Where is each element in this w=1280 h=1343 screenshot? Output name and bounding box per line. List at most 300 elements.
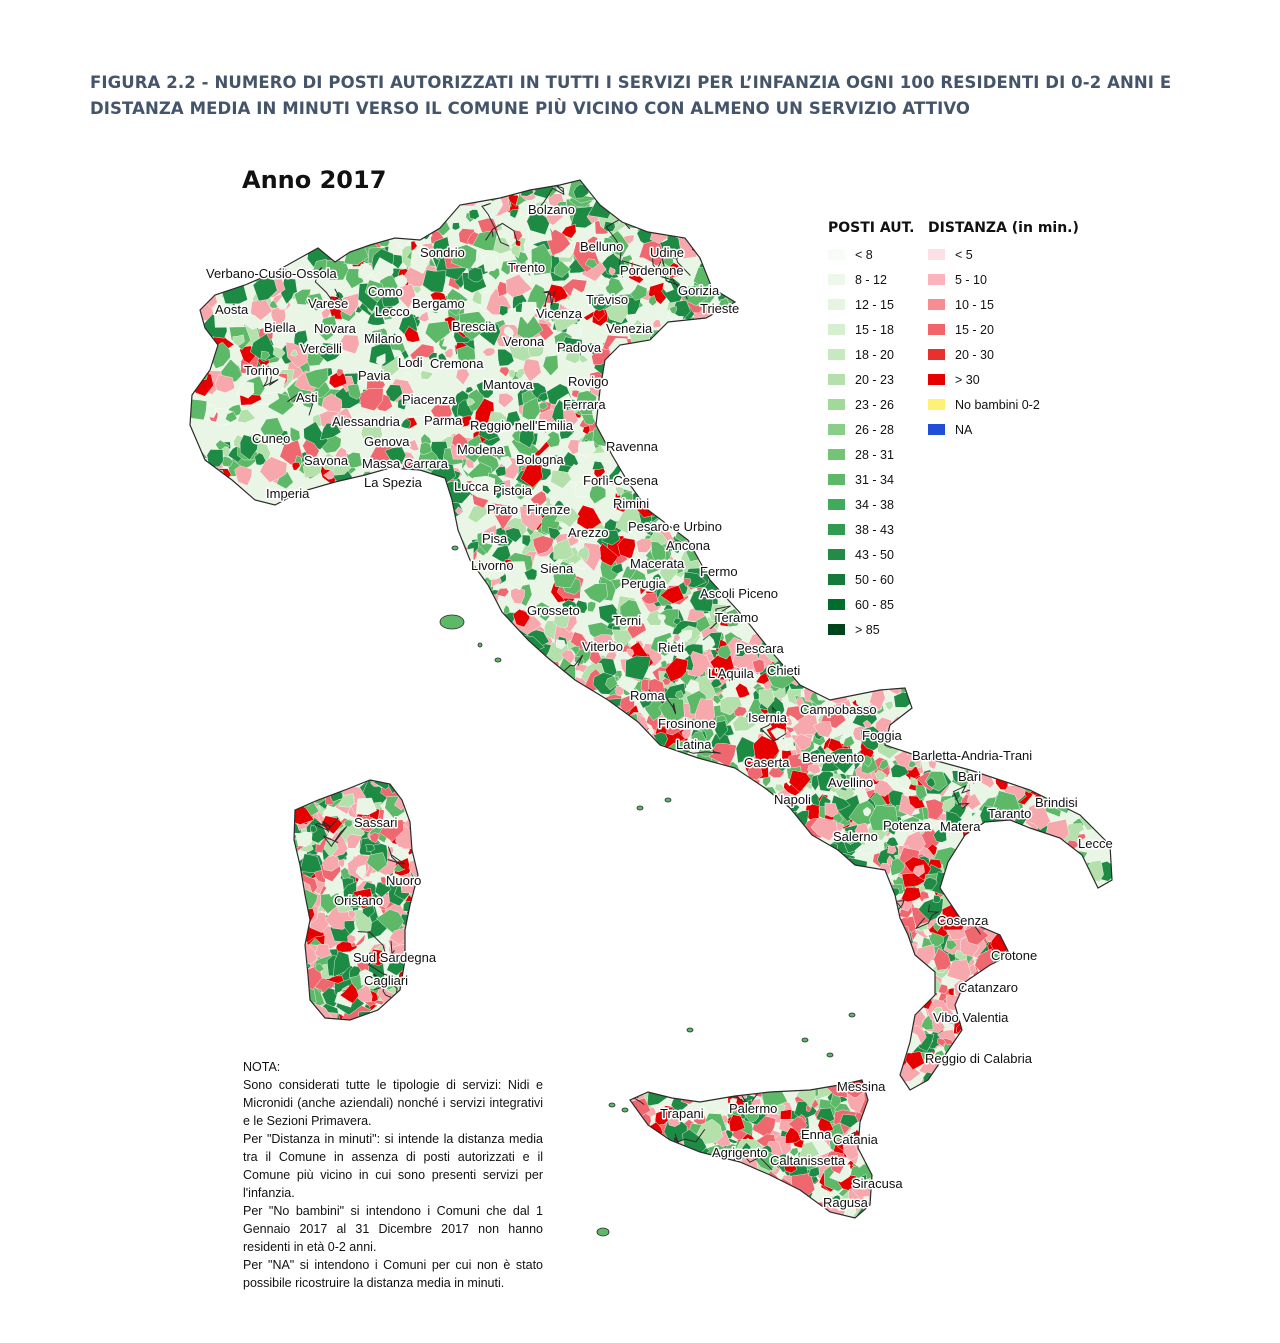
province-boundary [642,1140,666,1162]
province-label: Pistoia [493,483,533,498]
municipality-patch [992,842,1014,872]
municipality-patch [413,779,420,788]
municipality-patch [661,818,677,832]
province-boundary [892,1033,905,1055]
municipality-patch [808,1072,821,1085]
small-island [687,1028,693,1032]
municipality-patch [808,847,829,868]
province-label: Avellino [828,775,874,790]
municipality-patch [735,546,753,566]
municipality-patch [670,370,686,385]
municipality-patch [1022,847,1044,871]
province-boundary [631,200,645,222]
municipality-patch [742,1212,758,1236]
municipality-patch [780,1204,803,1225]
municipality-patch [402,778,420,795]
municipality-patch [818,646,828,656]
municipality-patch [785,540,796,550]
municipality-patch [787,516,795,526]
municipality-patch [518,690,532,702]
municipality-patch [962,900,972,910]
municipality-patch [907,648,922,665]
municipality-patch [744,1192,752,1199]
legend-swatch [928,299,945,310]
municipality-patch [874,998,894,1029]
municipality-patch [700,499,717,521]
municipality-patch [648,788,670,807]
municipality-patch [1074,766,1094,785]
municipality-patch [640,347,650,357]
legend-label: 60 - 85 [855,597,894,612]
municipality-patch [776,1070,785,1080]
province-boundary [756,1208,781,1249]
municipality-patch [402,213,415,222]
municipality-patch [651,800,670,820]
municipality-patch [671,429,681,441]
municipality-patch [727,412,743,429]
municipality-patch [970,849,991,874]
municipality-patch [232,189,254,213]
municipality-patch [743,1206,752,1216]
municipality-patch [681,475,703,495]
province-label: Vicenza [536,306,583,321]
municipality-patch [259,240,287,264]
municipality-patch [676,1070,690,1084]
municipality-patch [635,1158,647,1173]
municipality-patch [245,231,267,252]
municipality-patch [888,960,899,970]
municipality-patch [1059,853,1071,865]
municipality-patch [667,1164,682,1176]
municipality-patch [985,1084,1005,1103]
legend-swatch [928,424,945,435]
municipality-patch [300,779,315,792]
municipality-patch [692,452,703,462]
municipality-patch [970,1080,991,1103]
municipality-patch [1089,798,1101,809]
municipality-patch [1051,776,1063,790]
municipality-patch [817,1212,828,1221]
municipality-patch [620,1159,649,1178]
municipality-patch [207,450,223,468]
municipality-patch [662,804,669,816]
municipality-patch [236,183,246,194]
municipality-patch [783,467,806,487]
municipality-patch [969,875,974,883]
municipality-patch [702,223,716,236]
municipality-patch [669,330,684,347]
municipality-patch [809,642,830,662]
municipality-patch [327,227,351,252]
legend-label: 10 - 15 [955,297,994,312]
municipality-patch [677,1177,706,1207]
municipality-patch [626,1166,643,1180]
municipality-patch [759,466,771,480]
municipality-patch [492,653,512,679]
municipality-patch [651,330,666,348]
municipality-patch [948,867,963,883]
province-label: Enna [801,1127,832,1142]
municipality-patch [494,174,506,188]
municipality-patch [399,215,426,239]
province-label: Vibo Valentia [933,1010,1009,1025]
municipality-patch [664,483,671,490]
municipality-patch [540,688,556,701]
municipality-patch [661,807,672,818]
municipality-patch [672,331,700,359]
municipality-patch [923,975,936,985]
municipality-patch [1003,864,1023,884]
municipality-patch [966,1074,989,1090]
municipality-patch [1097,781,1118,801]
municipality-patch [412,989,428,1004]
province-label: Livorno [471,558,514,573]
legend-swatch [828,624,845,635]
note-paragraph: Sono considerati tutte le tipologie di servizi: Nidi e Micronidi (anche aziendali) nonché i servizi integrativi e le Sezioni Primavera. [243,1078,543,1128]
municipality-patch [698,806,709,815]
municipality-patch [760,609,790,634]
municipality-patch [662,375,679,390]
municipality-patch [184,263,194,276]
municipality-patch [747,504,757,516]
municipality-patch [603,758,613,770]
municipality-patch [729,783,751,812]
province-label: Biella [264,320,296,335]
municipality-patch [880,962,905,987]
province-boundary [717,421,750,440]
municipality-patch [407,985,426,1003]
municipality-patch [1053,758,1067,774]
municipality-patch [550,682,565,695]
municipality-patch [1107,763,1122,779]
municipality-patch [678,820,689,832]
municipality-patch [746,517,764,536]
municipality-patch [704,376,719,390]
municipality-patch [676,388,697,411]
note-paragraph: Per "Distanza in minuti": si intende la distanza media tra il Comune in assenza di posti autorizzati e il Comune più vicino in cui sono presenti servizi per l'infanzia. [243,1132,543,1200]
municipality-patch [616,194,627,206]
province-label: Benevento [802,750,865,765]
municipality-patch [891,934,906,950]
province-label: Alessandria [332,414,400,429]
province-label: Agrigento [712,1145,768,1160]
municipality-patch [704,796,725,817]
municipality-patch [706,403,716,415]
municipality-patch [200,247,218,262]
municipality-patch [661,213,670,220]
legend-swatch [928,349,945,360]
municipality-patch [1026,740,1033,748]
municipality-patch [241,213,252,225]
municipality-patch [651,1180,663,1194]
municipality-patch [394,1004,419,1030]
municipality-patch [651,1147,670,1161]
municipality-patch [649,758,670,775]
municipality-patch [652,755,665,768]
province-label: Arezzo [568,525,609,540]
municipality-patch [259,214,278,231]
municipality-patch [786,627,808,647]
municipality-patch [733,479,743,488]
municipality-patch [791,856,817,878]
municipality-patch [800,637,820,657]
legend-label: > 30 [955,372,980,387]
municipality-patch [778,545,794,560]
province-label: Napoli [774,792,811,807]
municipality-patch [672,426,688,440]
municipality-patch [1091,779,1101,791]
municipality-patch [885,933,898,946]
municipality-patch [748,823,757,835]
municipality-patch [732,472,744,480]
municipality-patch [481,615,499,636]
legend-item-posti [828,542,914,567]
municipality-patch [1005,856,1031,880]
municipality-patch [860,662,875,679]
province-label: Aosta [215,302,249,317]
municipality-patch [819,874,837,893]
municipality-patch [675,783,683,789]
municipality-patch [677,199,697,223]
municipality-patch [809,655,829,675]
legend-item-posti [828,517,914,542]
legend-item-posti [828,592,914,617]
legend-item-distanza [928,242,1079,267]
province-boundary [341,599,365,640]
municipality-patch [298,795,306,806]
province-label: Imperia [266,486,310,501]
municipality-patch [985,1028,1001,1047]
municipality-patch [1073,771,1096,797]
municipality-patch [1047,777,1059,789]
municipality-patch [885,950,900,963]
municipality-patch [651,338,668,355]
province-label: Genova [364,434,410,449]
municipality-patch [819,656,838,675]
municipality-patch [280,224,295,242]
municipality-patch [1099,736,1108,747]
municipality-patch [956,1075,978,1098]
municipality-patch [639,194,665,225]
legend-item-posti [828,467,914,492]
municipality-patch [621,741,645,759]
municipality-patch [700,1174,710,1184]
municipality-patch [470,625,502,655]
province-label: Piacenza [402,392,456,407]
municipality-patch [735,472,746,483]
municipality-patch [873,658,886,672]
municipality-patch [898,986,925,1006]
municipality-patch [890,1013,906,1030]
municipality-patch [962,897,969,905]
municipality-patch [324,204,338,217]
municipality-patch [1039,771,1054,786]
municipality-patch [714,1171,736,1195]
province-label: Lecco [375,304,410,319]
province-label: Ancona [666,538,711,553]
municipality-patch [275,192,294,208]
municipality-patch [667,440,686,464]
province-label: Catania [833,1132,878,1147]
municipality-patch [1029,778,1044,790]
municipality-patch [992,1073,1002,1088]
municipality-patch [1018,837,1049,857]
municipality-patch [744,573,755,585]
province-label: Rovigo [568,374,609,389]
municipality-patch [673,798,694,822]
municipality-patch [690,396,706,409]
municipality-patch [754,569,763,578]
province-boundary [367,203,398,220]
municipality-patch [846,874,864,897]
municipality-patch [476,595,499,618]
municipality-patch [848,871,865,885]
municipality-patch [675,1220,685,1228]
municipality-patch [673,796,690,816]
municipality-patch [804,676,817,688]
municipality-patch [831,654,845,668]
municipality-patch [1084,771,1092,780]
municipality-patch [881,901,890,910]
municipality-patch [680,778,704,799]
municipality-patch [459,686,470,696]
municipality-patch [638,1134,654,1151]
municipality-patch [826,641,837,653]
municipality-patch [720,1190,740,1209]
municipality-patch [546,686,570,710]
municipality-patch [994,884,1008,897]
municipality-patch [189,229,206,247]
municipality-patch [847,653,869,680]
municipality-patch [199,228,209,240]
municipality-patch [752,1204,762,1213]
municipality-patch [407,937,421,949]
municipality-patch [894,667,910,681]
municipality-patch [776,501,791,515]
municipality-patch [969,865,984,880]
municipality-patch [678,793,702,816]
municipality-patch [283,787,303,803]
municipality-patch [195,260,203,271]
municipality-patch [623,807,647,829]
municipality-patch [846,866,854,874]
municipality-patch [845,678,855,692]
province-label: La Spezia [364,475,422,490]
municipality-patch [1025,864,1039,876]
province-label: Siracusa [852,1176,903,1191]
municipality-patch [706,767,723,783]
municipality-patch [681,771,700,798]
municipality-patch [730,375,744,388]
legend-label: 5 - 10 [955,272,987,287]
municipality-patch [800,839,823,861]
municipality-patch [630,1125,647,1146]
municipality-patch [1013,847,1030,869]
municipality-patch [750,550,776,573]
municipality-patch [506,690,516,697]
municipality-patch [1092,819,1104,829]
municipality-patch [659,1197,677,1214]
municipality-patch [635,1202,654,1222]
municipality-patch [603,782,613,792]
legend-item-posti [828,267,914,292]
municipality-patch [411,786,421,797]
municipality-patch [762,526,772,536]
municipality-patch [809,1219,819,1230]
municipality-patch [682,454,695,468]
municipality-patch [415,977,424,984]
municipality-patch [654,1188,675,1211]
municipality-patch [328,184,337,194]
municipality-patch [891,951,911,976]
municipality-patch [238,239,256,263]
municipality-patch [293,968,304,981]
municipality-patch [436,185,460,206]
municipality-patch [372,228,384,240]
municipality-patch [627,792,646,814]
municipality-patch [831,871,847,883]
municipality-patch [780,616,792,626]
municipality-patch [619,1191,642,1209]
legend-label: < 5 [955,247,973,262]
municipality-patch [888,997,901,1010]
municipality-patch [458,667,473,682]
legend-swatch [828,474,845,485]
municipality-patch [905,965,913,973]
municipality-patch [629,363,638,370]
municipality-patch [233,203,254,236]
municipality-patch [974,860,988,874]
municipality-patch [341,197,356,214]
municipality-patch [683,1207,691,1218]
municipality-patch [712,334,724,352]
municipality-patch [717,192,729,201]
municipality-patch [1003,846,1011,854]
municipality-patch [536,664,562,688]
municipality-patch [705,798,729,822]
municipality-patch [188,457,208,482]
municipality-patch [393,191,403,203]
municipality-patch [468,684,497,711]
municipality-patch [288,958,306,976]
municipality-patch [933,1074,951,1091]
municipality-patch [943,881,957,896]
municipality-patch [884,998,903,1015]
province-label: Brindisi [1035,795,1078,810]
municipality-patch [876,645,888,657]
legend-swatch [828,299,845,310]
municipality-patch [818,648,843,668]
municipality-patch [687,385,695,392]
legend-item-posti [828,317,914,342]
province-label: Pavia [358,368,391,383]
municipality-patch [413,986,424,999]
province-label: Bolzano [528,202,575,217]
municipality-patch [675,822,692,836]
municipality-patch [389,1006,397,1016]
municipality-patch [882,1042,894,1053]
municipality-patch [760,550,768,558]
province-boundary [704,847,724,894]
municipality-patch [917,986,931,999]
province-label: Pesaro e Urbino [628,519,722,534]
municipality-patch [1096,818,1104,824]
province-label: Sassari [354,815,398,830]
municipality-patch [327,228,333,235]
municipality-patch [358,1011,390,1031]
municipality-patch [551,687,559,696]
municipality-patch [484,173,499,188]
